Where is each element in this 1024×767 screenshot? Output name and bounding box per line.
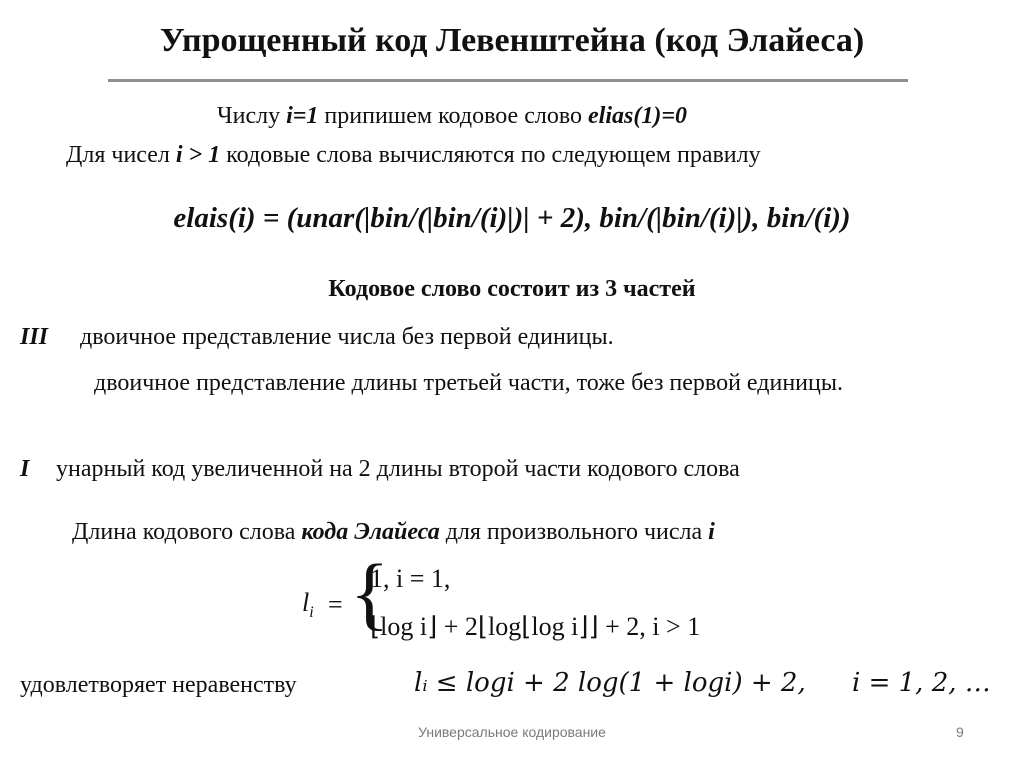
rule2-suffix: кодовые слова вычисляются по следующем правилу [220, 142, 761, 168]
length-prefix: Длина кодового слова [72, 519, 302, 545]
rule2-variable: i > 1 [175, 142, 221, 168]
part-description: унарный код увеличенной на 2 длины второй части кодового слова [56, 456, 740, 482]
inequality-range: i = 1, 2, … [852, 668, 991, 698]
part-marker [20, 366, 94, 400]
rule1-codeword: elias(1)=0 [588, 103, 687, 129]
rule2-prefix: Для чисел [66, 142, 176, 168]
length-variable: i [708, 519, 715, 545]
rule1-middle: припишем кодовое слово [318, 103, 588, 129]
part-item-second [20, 366, 1004, 400]
slide-title: Упрощенный код Левенштейна (код Элайеса) [159, 22, 865, 59]
rule-line-1 [217, 103, 687, 130]
rule1-variable: i=1 [286, 103, 319, 129]
page-number: 9 [956, 724, 964, 740]
parts-heading: Кодовое слово состоит из 3 частей [328, 276, 696, 302]
part-description: двоичное представление длины третьей части, тоже без первой единицы. [94, 370, 843, 396]
part-item-first [20, 452, 1004, 486]
piecewise-case-2: ⌊log i⌋ + 2⌊log⌊log i⌋⌋ + 2, i > 1 [370, 612, 701, 641]
inequality-expression: lᵢ ≤ logi + 2 log(1 + logi) + 2, [414, 668, 806, 698]
rule-line-2 [66, 142, 761, 169]
rule1-prefix: Числу [217, 103, 287, 129]
length-middle: для произвольного числа [439, 519, 709, 545]
title-divider [108, 79, 908, 82]
part-item-third [20, 320, 1004, 354]
elias-formula: elais(i) = (unar(|bin/(|bin/(i)|)| + 2), bin/(|bin/(i)|), bin/(i)) [173, 202, 851, 234]
piecewise-equals: = [328, 590, 343, 619]
piecewise-lhs: $l_i$ [302, 588, 314, 622]
piecewise-brace: { [350, 547, 390, 638]
length-line [72, 519, 715, 546]
length-code-name: кода Элайеса [301, 519, 440, 545]
length-piecewise [298, 547, 778, 656]
inequality-label: удовлетворяет неравенству [20, 672, 297, 698]
part-marker: I [20, 456, 30, 482]
footer-title: Универсальное кодирование [418, 724, 606, 740]
piecewise-case-1: 1, i = 1, [370, 564, 451, 593]
part-marker: III [20, 324, 49, 350]
part-description: двоичное представление числа без первой единицы. [80, 324, 614, 350]
